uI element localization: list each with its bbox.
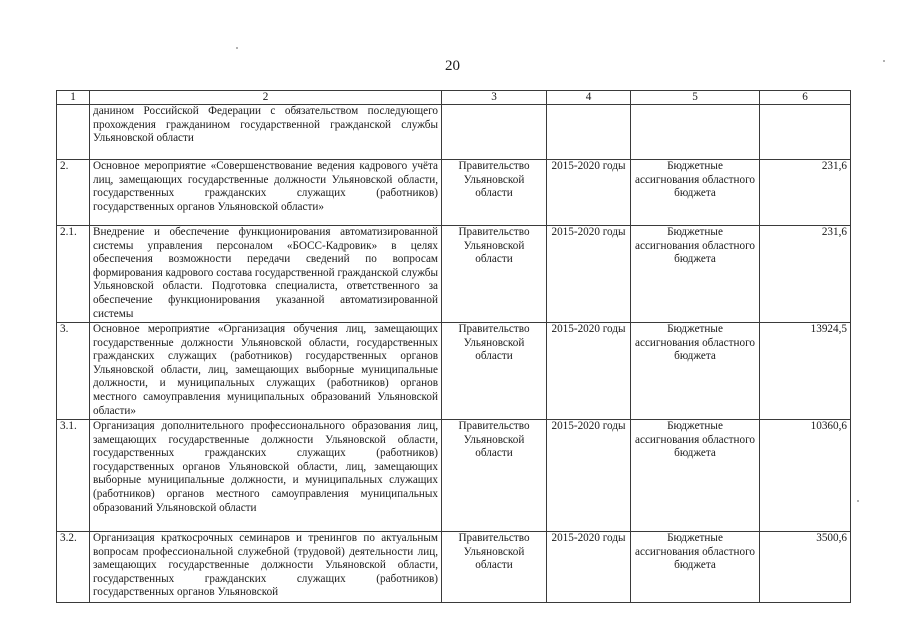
column-number: 6 bbox=[760, 91, 851, 105]
implementation-period bbox=[547, 105, 631, 160]
funding-amount: 231,6 bbox=[760, 160, 851, 226]
funding-source: Бюджетные ассигнования областного бюджета bbox=[631, 160, 760, 226]
table-row bbox=[57, 160, 851, 226]
column-number-row bbox=[57, 91, 851, 105]
activity-description: Основное мероприятие «Совершенствование ведения кадрового учёта лиц, замещающих государственные должности Ульяновской области, государственных гражданских служащих (работников) государственных органов Ульяновской области» bbox=[90, 160, 442, 226]
responsible-executor: Правительство Ульяновской области bbox=[442, 323, 547, 420]
table-row bbox=[57, 532, 851, 603]
page-number: 20 bbox=[445, 58, 460, 74]
column-number: 5 bbox=[631, 91, 760, 105]
program-activities-table bbox=[56, 90, 851, 603]
implementation-period: 2015-2020 годы bbox=[547, 160, 631, 226]
item-number: 2. bbox=[57, 160, 90, 226]
funding-amount bbox=[760, 105, 851, 160]
item-number: 2.1. bbox=[57, 226, 90, 323]
item-number bbox=[57, 105, 90, 160]
implementation-period: 2015-2020 годы bbox=[547, 532, 631, 603]
funding-amount: 231,6 bbox=[760, 226, 851, 323]
table-row bbox=[57, 420, 851, 532]
table-row bbox=[57, 323, 851, 420]
scan-speck bbox=[236, 47, 238, 49]
funding-source: Бюджетные ассигнования областного бюджета bbox=[631, 323, 760, 420]
funding-amount: 10360,6 bbox=[760, 420, 851, 532]
activity-description: Основное мероприятие «Организация обучения лиц, замещающих государственные должности Ульяновской области, государственных гражданских служащих (работников) государственных органов Ульяновской области, лиц, замещающих выборные муниципальные должности, и муниципальных служащих (работников) органов местного самоуправления муниципальных образований Ульяновской области» bbox=[90, 323, 442, 420]
table-row bbox=[57, 105, 851, 160]
table-row bbox=[57, 226, 851, 323]
funding-source: Бюджетные ассигнования областного бюджета bbox=[631, 420, 760, 532]
activity-description: Внедрение и обеспечение функционирования автоматизированной системы управления персоналом «БОСС-Кадровик» в целях обеспечения возможности передачи сведений по вопросам формирования кадрового состава государственной гражданской службы Ульяновской области. Подготовка специалиста, ответственного за обеспечение функционирования указанной автоматизированной системы bbox=[90, 226, 442, 323]
funding-source: Бюджетные ассигнования областного бюджета bbox=[631, 226, 760, 323]
activity-description: Организация дополнительного профессионального образования лиц, замещающих государственные должности Ульяновской области, государственных гражданских служащих (работников) государственных органов Ульяновской области, лиц, замещающих выборные муниципальные должности, и муниципальных служащих (работников) органов местного самоуправления муниципальных образований Ульяновской области bbox=[90, 420, 442, 532]
scan-speck bbox=[857, 500, 859, 502]
responsible-executor: Правительство Ульяновской области bbox=[442, 532, 547, 603]
column-number: 4 bbox=[547, 91, 631, 105]
item-number: 3.1. bbox=[57, 420, 90, 532]
funding-amount: 13924,5 bbox=[760, 323, 851, 420]
item-number: 3.2. bbox=[57, 532, 90, 603]
responsible-executor bbox=[442, 105, 547, 160]
column-number: 1 bbox=[57, 91, 90, 105]
implementation-period: 2015-2020 годы bbox=[547, 323, 631, 420]
implementation-period: 2015-2020 годы bbox=[547, 226, 631, 323]
responsible-executor: Правительство Ульяновской области bbox=[442, 160, 547, 226]
column-number: 3 bbox=[442, 91, 547, 105]
funding-source bbox=[631, 105, 760, 160]
scan-speck bbox=[883, 60, 885, 62]
responsible-executor: Правительство Ульяновской области bbox=[442, 420, 547, 532]
activity-description: Организация краткосрочных семинаров и тренингов по актуальным вопросам профессиональной служебной (трудовой) деятельности лиц, замещающих государственные должности Ульяновской области, государственных гражданских служащих (работников) государственных органов Ульяновской bbox=[90, 532, 442, 603]
implementation-period: 2015-2020 годы bbox=[547, 420, 631, 532]
item-number: 3. bbox=[57, 323, 90, 420]
funding-source: Бюджетные ассигнования областного бюджета bbox=[631, 532, 760, 603]
activity-description: данином Российской Федерации с обязательством последующего прохождения гражданином государственной гражданской службы Ульяновской области bbox=[90, 105, 442, 160]
column-number: 2 bbox=[90, 91, 442, 105]
funding-amount: 3500,6 bbox=[760, 532, 851, 603]
responsible-executor: Правительство Ульяновской области bbox=[442, 226, 547, 323]
